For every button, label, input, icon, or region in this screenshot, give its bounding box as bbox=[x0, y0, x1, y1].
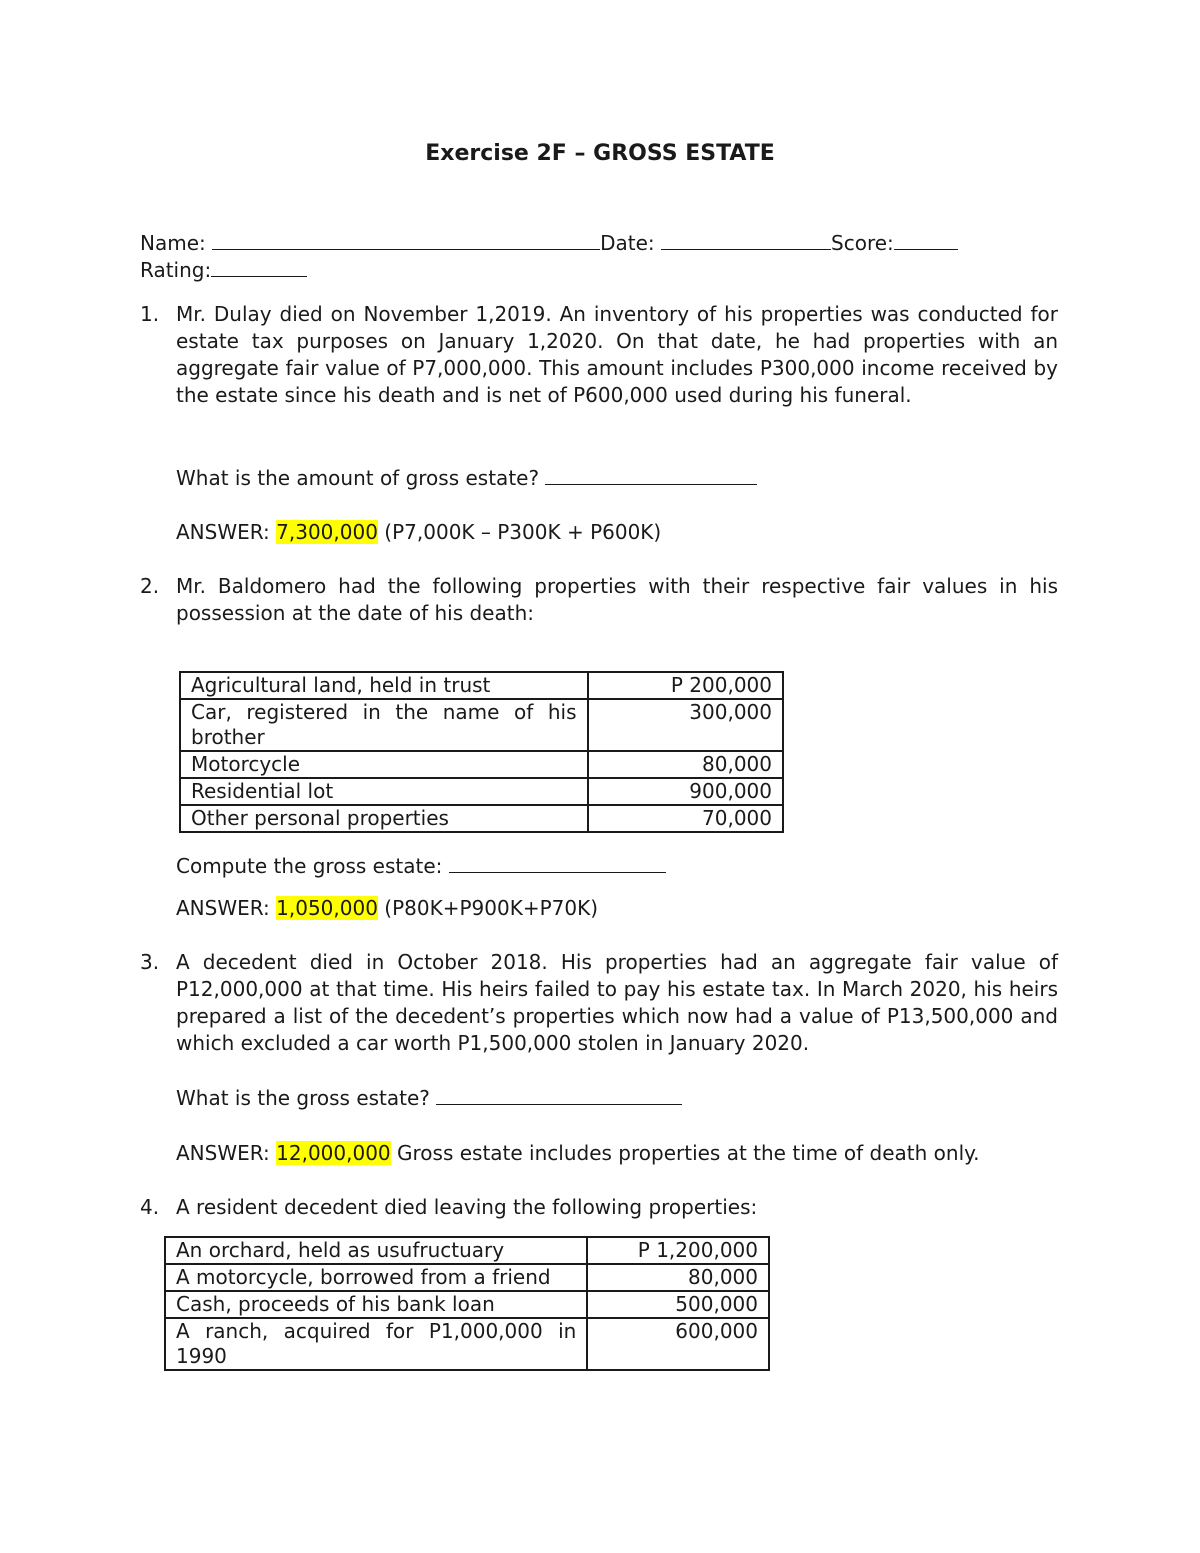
table-row bbox=[165, 1291, 769, 1318]
answer-blank[interactable] bbox=[545, 466, 757, 485]
table-cell-value: 80,000 bbox=[587, 1264, 769, 1291]
table-cell-value: 70,000 bbox=[588, 805, 784, 832]
score-blank[interactable] bbox=[894, 231, 958, 250]
question-3-answer-row bbox=[176, 1140, 979, 1167]
answer-value-highlight: 7,300,000 bbox=[276, 520, 378, 544]
answer-value-highlight: 1,050,000 bbox=[276, 896, 378, 920]
table-row bbox=[180, 699, 783, 751]
table-row bbox=[165, 1237, 769, 1264]
table-row bbox=[180, 778, 783, 805]
question-number: 1. bbox=[140, 302, 160, 326]
date-label: Date: bbox=[600, 231, 655, 255]
table-cell-value: 500,000 bbox=[587, 1291, 769, 1318]
answer-blank[interactable] bbox=[436, 1086, 682, 1105]
score-label: Score: bbox=[831, 231, 894, 255]
answer-value-highlight: 12,000,000 bbox=[276, 1141, 391, 1165]
answer-note: (P7,000K – P300K + P600K) bbox=[384, 520, 662, 544]
question-prompt: Compute the gross estate: bbox=[176, 854, 443, 878]
question-3-prompt-row bbox=[176, 1085, 682, 1112]
table-row bbox=[165, 1264, 769, 1291]
table-row bbox=[180, 805, 783, 832]
table-cell-item: Agricultural land, held in trust bbox=[180, 672, 588, 699]
question-3 bbox=[140, 949, 1058, 1057]
question-number: 4. bbox=[140, 1195, 160, 1219]
answer-note: Gross estate includes properties at the time of death only. bbox=[397, 1141, 980, 1165]
rating-blank[interactable] bbox=[211, 258, 307, 277]
table-cell-item: Residential lot bbox=[180, 778, 588, 805]
question-1-answer-row bbox=[176, 519, 661, 546]
answer-label: ANSWER: bbox=[176, 520, 270, 544]
question-1-prompt-row bbox=[176, 465, 757, 492]
table-cell-value: 300,000 bbox=[588, 699, 784, 751]
table-row bbox=[180, 672, 783, 699]
question-1 bbox=[140, 301, 1058, 409]
page-title: Exercise 2F – GROSS ESTATE bbox=[425, 141, 775, 166]
question-number: 3. bbox=[140, 950, 160, 974]
answer-blank[interactable] bbox=[449, 854, 666, 873]
header-fields-row bbox=[140, 230, 958, 257]
name-blank[interactable] bbox=[212, 231, 600, 250]
answer-note: (P80K+P900K+P70K) bbox=[384, 896, 599, 920]
properties-table-q4 bbox=[164, 1236, 770, 1371]
question-text: A decedent died in October 2018. His properties had an aggregate fair value of P12,000,000 at that time. His heirs failed to pay his estate tax. In March 2020, his heirs prepared a list of the decedent’s properties which now had a value of P13,500,000 and which excluded a car worth P1,500,000 stolen in January 2020. bbox=[176, 950, 1058, 1055]
answer-label: ANSWER: bbox=[176, 1141, 270, 1165]
table-row bbox=[180, 751, 783, 778]
question-text: Mr. Dulay died on November 1,2019. An inventory of his properties was conducted for estate tax purposes on January 1,2020. On that date, he had properties with an aggregate fair value of P7,000,000. This amount includes P300,000 income received by the estate since his death and is net of P600,000 used during his funeral. bbox=[176, 302, 1058, 407]
answer-label: ANSWER: bbox=[176, 896, 270, 920]
question-prompt: What is the gross estate? bbox=[176, 1086, 430, 1110]
table-cell-value: P 200,000 bbox=[588, 672, 784, 699]
table-cell-value: 900,000 bbox=[588, 778, 784, 805]
rating-row bbox=[140, 257, 307, 284]
date-blank[interactable] bbox=[661, 231, 831, 250]
table-cell-item: Motorcycle bbox=[180, 751, 588, 778]
properties-table-q2 bbox=[179, 671, 784, 833]
table-cell-item: Cash, proceeds of his bank loan bbox=[165, 1291, 587, 1318]
table-row bbox=[165, 1318, 769, 1370]
table-cell-item: A motorcycle, borrowed from a friend bbox=[165, 1264, 587, 1291]
rating-label: Rating: bbox=[140, 258, 212, 282]
table-cell-item: An orchard, held as usufructuary bbox=[165, 1237, 587, 1264]
table-cell-value: 80,000 bbox=[588, 751, 784, 778]
table-cell-item: Car, registered in the name of his brother bbox=[180, 699, 588, 751]
table-cell-item: Other personal properties bbox=[180, 805, 588, 832]
table-cell-value: 600,000 bbox=[587, 1318, 769, 1370]
question-2-answer-row bbox=[176, 895, 598, 922]
question-2-prompt-row bbox=[176, 853, 666, 880]
question-prompt: What is the amount of gross estate? bbox=[176, 466, 540, 490]
question-text: A resident decedent died leaving the following properties: bbox=[176, 1195, 758, 1219]
table-cell-item: A ranch, acquired for P1,000,000 in 1990 bbox=[165, 1318, 587, 1370]
question-4 bbox=[140, 1194, 1058, 1221]
name-label: Name: bbox=[140, 231, 206, 255]
question-text: Mr. Baldomero had the following properties with their respective fair values in his possession at the date of his death: bbox=[176, 574, 1058, 625]
question-number: 2. bbox=[140, 574, 160, 598]
question-2 bbox=[140, 573, 1058, 627]
table-cell-value: P 1,200,000 bbox=[587, 1237, 769, 1264]
